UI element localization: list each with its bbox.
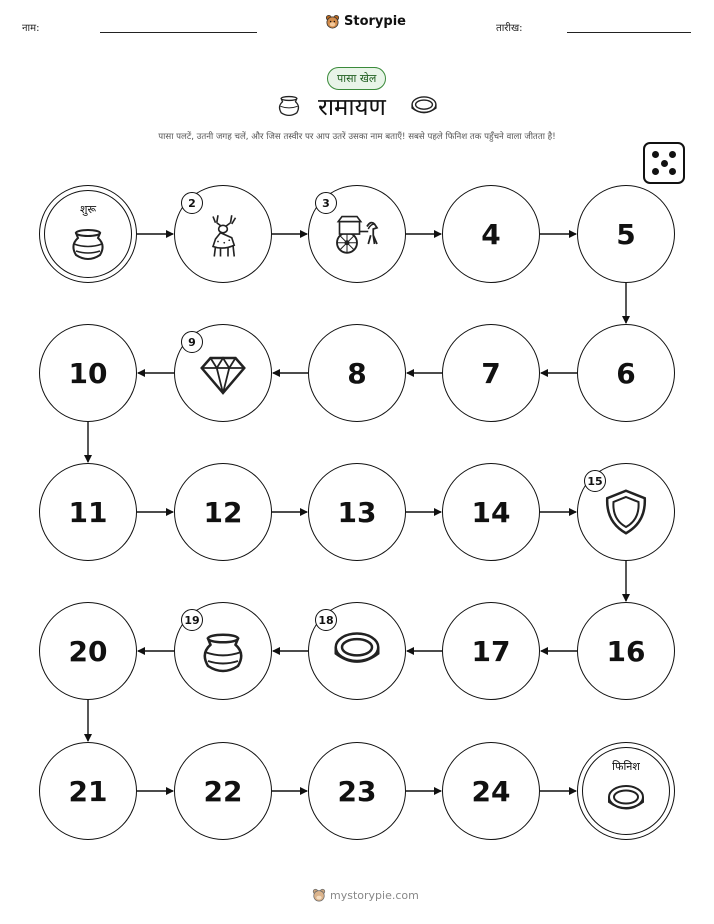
instructions: पासा पलटें, उतनी जगह चलें, और जिस तस्वीर पर आप उतरें उसका नाम बताएँ! सबसे पहले फिनिश तक पहुँचने वाला जीतता है! — [158, 132, 556, 142]
chariot-icon — [332, 209, 382, 259]
space-number: 16 — [606, 634, 646, 668]
space-number: 20 — [68, 634, 108, 668]
space-number: 21 — [68, 774, 108, 808]
board-space-11[interactable] — [39, 463, 137, 561]
board-space-13[interactable] — [308, 463, 406, 561]
space-number: 12 — [203, 495, 243, 529]
board-space-6[interactable] — [577, 324, 675, 422]
space-number: 17 — [471, 634, 511, 668]
space-number-badge: 18 — [315, 609, 337, 631]
board-space-10[interactable] — [39, 324, 137, 422]
space-number-badge: 2 — [181, 192, 203, 214]
board-space-21[interactable] — [39, 742, 137, 840]
space-number: 8 — [347, 356, 367, 390]
board-space-5[interactable] — [577, 185, 675, 283]
board-space-7[interactable] — [442, 324, 540, 422]
ring-icon — [606, 780, 646, 820]
game-type-tag: पासा खेल — [327, 67, 386, 90]
board-space-2[interactable] — [174, 185, 272, 283]
space-number: 14 — [471, 495, 511, 529]
finish-space[interactable] — [577, 742, 675, 840]
space-number-badge: 19 — [181, 609, 203, 631]
board-space-23[interactable] — [308, 742, 406, 840]
space-number: 13 — [337, 495, 377, 529]
board-space-17[interactable] — [442, 602, 540, 700]
board-space-24[interactable] — [442, 742, 540, 840]
board-space-14[interactable] — [442, 463, 540, 561]
footer-url[interactable]: mystorypie.com — [330, 888, 419, 902]
space-number: 4 — [481, 217, 501, 251]
space-number: 23 — [337, 774, 377, 808]
board-space-20[interactable] — [39, 602, 137, 700]
deer-icon — [198, 209, 248, 259]
board-space-15[interactable] — [577, 463, 675, 561]
space-number: 10 — [68, 356, 108, 390]
board-space-18[interactable] — [308, 602, 406, 700]
pot-icon — [68, 223, 108, 263]
ring-icon — [332, 626, 382, 676]
brand-name: Storypie — [344, 14, 406, 29]
space-number: 11 — [68, 495, 108, 529]
name-label: नाम: — [22, 23, 40, 34]
shield-icon — [601, 487, 651, 537]
space-number: 6 — [616, 356, 636, 390]
footer — [312, 888, 419, 902]
board-space-4[interactable] — [442, 185, 540, 283]
bear-logo-icon — [312, 888, 326, 902]
finish-label: फिनिश — [612, 760, 640, 773]
board-space-12[interactable] — [174, 463, 272, 561]
pot-icon — [198, 626, 248, 676]
diamond-icon — [198, 348, 248, 398]
board-space-19[interactable] — [174, 602, 272, 700]
space-number: 24 — [471, 774, 511, 808]
board-space-8[interactable] — [308, 324, 406, 422]
space-number-badge: 15 — [584, 470, 606, 492]
space-number: 5 — [616, 217, 636, 251]
board-space-3[interactable] — [308, 185, 406, 283]
space-number-badge: 9 — [181, 331, 203, 353]
space-number: 22 — [203, 774, 243, 808]
start-space[interactable] — [39, 185, 137, 283]
space-number: 7 — [481, 356, 501, 390]
board-space-16[interactable] — [577, 602, 675, 700]
start-label: शुरू — [79, 203, 97, 216]
board-space-9[interactable] — [174, 324, 272, 422]
date-label: तारीख: — [496, 23, 523, 34]
space-number-badge: 3 — [315, 192, 337, 214]
board-space-22[interactable] — [174, 742, 272, 840]
page-title: रामायण — [318, 93, 386, 121]
